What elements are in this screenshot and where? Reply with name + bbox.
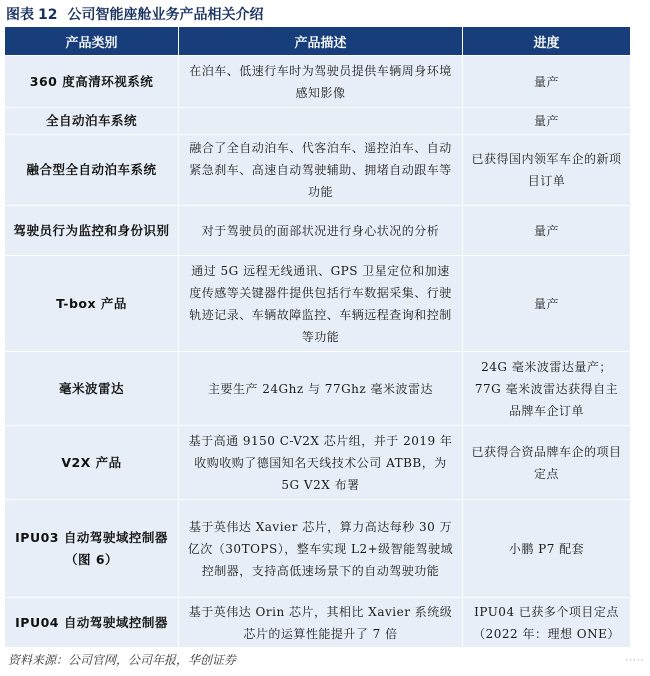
- cell-progress: IPU04 已获多个项目定点（2022 年：理想 ONE）: [463, 598, 631, 648]
- cell-category: 全自动泊车系统: [5, 108, 179, 135]
- cell-description: 通过 5G 远程无线通讯、GPS 卫星定位和加速度传感等关键器件提供包括行车数据采集、行驶轨迹记录、车辆故障监控、车辆远程查询和控制等功能: [179, 256, 463, 352]
- cell-progress: 量产: [463, 108, 631, 135]
- table-row: [5, 206, 631, 256]
- cell-category: 融合型全自动泊车系统: [5, 135, 179, 206]
- table-row: [5, 352, 631, 426]
- table-row: [5, 500, 631, 598]
- cell-description: 融合了全自动泊车、代客泊车、遥控泊车、自动紧急刹车、高速自动驾驶辅助、拥堵自动跟车等功能: [179, 135, 463, 206]
- cell-description: 基于高通 9150 C-V2X 芯片组，并于 2019 年收购收购了德国知名天线技术公司 ATBB，为 5G V2X 布署: [179, 426, 463, 500]
- cell-category: 360 度高清环视系统: [5, 56, 179, 108]
- cell-progress: 已获得合资品牌车企的项目定点: [463, 426, 631, 500]
- caption-title: 公司智能座舱业务产品相关介绍: [67, 7, 264, 23]
- cell-category: IPU03 自动驾驶域控制器（图 6）: [5, 500, 179, 598]
- cell-progress: 量产: [463, 56, 631, 108]
- cell-category: 毫米波雷达: [5, 352, 179, 426]
- cell-progress: 量产: [463, 256, 631, 352]
- cell-progress: 量产: [463, 206, 631, 256]
- header-category: 产品类别: [5, 27, 179, 56]
- cell-progress: 已获得国内领军车企的新项目订单: [463, 135, 631, 206]
- figure-caption: [6, 4, 642, 26]
- cell-progress: 小鹏 P7 配套: [463, 500, 631, 598]
- header-description: 产品描述: [179, 27, 463, 56]
- cell-progress: 24G 毫米波雷达量产；77G 毫米波雷达获得自主品牌车企订单: [463, 352, 631, 426]
- product-table: [4, 26, 631, 648]
- cell-description: 主要生产 24Ghz 与 77Ghz 毫米波雷达: [179, 352, 463, 426]
- cell-description: 对于驾驶员的面部状况进行身心状况的分析: [179, 206, 463, 256]
- watermark: ·····: [624, 653, 644, 667]
- table-row: [5, 108, 631, 135]
- cell-description: 基于英伟达 Xavier 芯片，算力高达每秒 30 万亿次（30TOPS），整车实现 L2+级智能驾驶域控制器，支持高低速场景下的自动驾驶功能: [179, 500, 463, 598]
- cell-category: T-box 产品: [5, 256, 179, 352]
- cell-description: 在泊车、低速行车时为驾驶员提供车辆周身环境感知影像: [179, 56, 463, 108]
- table-row: [5, 256, 631, 352]
- source-note: 资料来源：公司官网，公司年报，华创证券: [8, 653, 237, 667]
- table-row: [5, 56, 631, 108]
- table-header-row: [5, 27, 631, 56]
- cell-description: [179, 108, 463, 135]
- header-progress: 进度: [463, 27, 631, 56]
- cell-category: 驾驶员行为监控和身份识别: [5, 206, 179, 256]
- table-row: [5, 426, 631, 500]
- cell-description: 基于英伟达 Orin 芯片，其相比 Xavier 系统级芯片的运算性能提升了 7 倍: [179, 598, 463, 648]
- cell-category: IPU04 自动驾驶域控制器: [5, 598, 179, 648]
- cell-category: V2X 产品: [5, 426, 179, 500]
- table-row: [5, 598, 631, 648]
- caption-number: 12: [38, 7, 58, 23]
- caption-label: 图表: [6, 7, 34, 23]
- table-row: [5, 135, 631, 206]
